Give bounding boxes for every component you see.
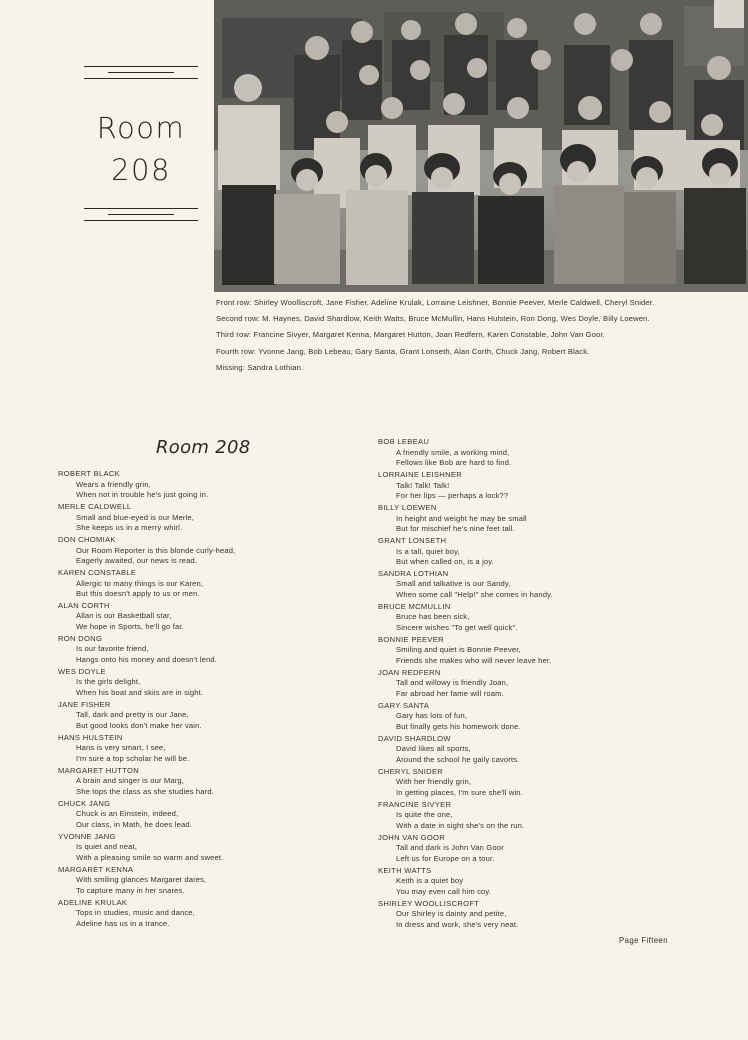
verse-line: Smiling and quiet is Bonnie Peever, <box>396 645 521 655</box>
verse-entry <box>378 767 708 799</box>
verse-line: Adeline has us in a trance. <box>76 918 170 928</box>
verse-entry <box>378 701 708 733</box>
verse-line: Allergic to many things is our Karen, <box>76 578 204 588</box>
verse-entry <box>378 503 708 535</box>
verse-line: Tops in studies, music and dance, <box>76 908 195 918</box>
title-rule-top-2 <box>108 72 174 73</box>
title-rule-bottom-1 <box>84 208 198 209</box>
student-name: GRANT LONSETH <box>378 535 447 545</box>
verse-line: Left us for Europe on a tour. <box>396 853 495 863</box>
student-name: MERLE CALDWELL <box>58 501 132 511</box>
verse-line: She keeps us in a merry whirl. <box>76 523 183 533</box>
caption-label: Second row: <box>216 314 260 324</box>
verse-entry <box>58 502 388 534</box>
verse-line: Our Room Reporter is this blonde curly-head, <box>76 545 236 555</box>
student-name: ALAN CORTH <box>58 600 110 610</box>
verse-line: You may even call him coy. <box>396 886 492 896</box>
caption-label: Fourth row: <box>216 346 257 356</box>
student-name: GARY SANTA <box>378 700 430 710</box>
verse-line: With smiling glances Margaret dares, <box>76 875 207 885</box>
photo-caption <box>216 298 662 379</box>
caption-names: Yvonne Jang, Bob Lebeau, Gary Santa, Grant Lonseth, Alan Corth, Chuck Jang, Robert Black. <box>258 346 590 356</box>
class-photo-illustration <box>214 0 748 292</box>
caption-missing <box>216 363 662 374</box>
caption-names: Francine Sivyer, Margaret Kenna, Margaret Hutton, Joan Redfern, Karen Constable, John Van Goor. <box>253 330 605 340</box>
verse-entry <box>378 866 708 898</box>
verse-line: Far abroad her fame will roam. <box>396 688 504 698</box>
verse-line: David likes all sports, <box>396 744 471 754</box>
verse-line: But for mischief he's nine feet tall. <box>396 524 515 534</box>
verse-entry <box>378 734 708 766</box>
verse-line: With a pleasing smile so warm and sweet. <box>76 852 224 862</box>
verse-entry <box>378 437 708 469</box>
verse-line: A friendly smile, a working mind, <box>396 447 510 457</box>
caption-names: Shirley Woolliscroft, Jane Fisher, Adeline Krulak, Lorraine Leishner, Bonnie Peever, Merle Caldwell, Cheryl Snider. <box>253 298 655 307</box>
student-name: ROBERT BLACK <box>58 469 120 478</box>
student-name: SANDRA LOTHIAN <box>378 568 449 578</box>
caption-names: Sandra Lothian. <box>247 362 304 372</box>
verse-line: Our Shirley is dainty and petite, <box>396 909 507 919</box>
verse-line: Is our favorite friend, <box>76 644 149 654</box>
verse-line: Fellows like Bob are hard to find. <box>396 458 512 468</box>
caption-front-row <box>216 298 662 309</box>
student-name: JOHN VAN GOOR <box>378 832 446 842</box>
verse-entry <box>58 799 388 831</box>
verse-line: Chuck is an Einstein, indeed, <box>76 809 179 819</box>
verse-entry <box>58 667 388 699</box>
verse-line: Gary has lots of fun, <box>396 711 468 721</box>
student-name: JOAN REDFERN <box>378 667 441 677</box>
verse-line: But this doesn't apply to us or men. <box>76 589 200 599</box>
verse-entry <box>58 568 388 600</box>
verse-entry <box>58 766 388 798</box>
verse-line: In dress and work, she's very neat. <box>396 919 519 929</box>
verse-line: Tall and willowy is friendly Joan, <box>396 678 509 688</box>
verses-left-column <box>58 469 388 931</box>
caption-label: Front row: <box>216 298 252 307</box>
caption-label: Missing: <box>216 362 246 372</box>
verse-line: To capture many in her snares. <box>76 885 185 895</box>
verse-entry <box>378 800 708 832</box>
page-number: Page Fifteen <box>619 936 669 945</box>
caption-fourth-row <box>216 347 662 358</box>
student-name: KEITH WATTS <box>378 865 432 875</box>
verse-entry <box>58 898 388 930</box>
student-name: CHUCK JANG <box>58 798 111 808</box>
verse-entry <box>58 469 388 501</box>
verse-entry <box>58 733 388 765</box>
student-name: CHERYL SNIDER <box>378 766 444 776</box>
student-name: MARGARET HUTTON <box>58 765 140 775</box>
student-name: HANS HULSTEIN <box>58 732 123 742</box>
verse-line: She tops the class as she studies hard. <box>76 786 214 796</box>
verse-line: Eagerly awaited, our news is read. <box>76 556 198 566</box>
verse-line: Allan is our Basketball star, <box>76 611 172 621</box>
student-name: RON DONG <box>58 633 103 643</box>
verse-line: But when called on, is a joy. <box>396 557 494 567</box>
student-name: SHIRLEY WOOLLISCROFT <box>378 898 480 908</box>
verse-line: With her friendly grin, <box>396 777 472 787</box>
student-name: DAVID SHARDLOW <box>378 733 451 743</box>
student-name: BRUCE MCMULLIN <box>378 601 451 611</box>
student-name: ADELINE KRULAK <box>58 897 128 907</box>
section-heading: Room 208 <box>156 437 251 458</box>
verses-right-column <box>378 437 708 932</box>
verse-line: Is a tall, quiet boy, <box>396 546 460 556</box>
student-name: LORRAINE LEISHNER <box>378 469 463 479</box>
verse-line: Sincere wishes "To get well quick". <box>396 623 518 633</box>
class-photo <box>214 0 748 292</box>
verse-entry <box>378 602 708 634</box>
student-name: MARGARET KENNA <box>58 864 134 874</box>
verse-entry <box>378 536 708 568</box>
student-name: YVONNE JANG <box>58 831 116 841</box>
verse-line: For her lips — perhaps a lock?? <box>396 491 509 501</box>
caption-label: Third row: <box>216 330 252 340</box>
verse-line: Wears a friendly grin, <box>76 479 151 489</box>
verse-line: In height and weight he may be small <box>396 513 527 523</box>
verse-line: Keith is a quiet boy <box>396 876 464 886</box>
verse-line: With a date in sight she's on the run. <box>396 820 525 830</box>
title-rule-bottom-2 <box>108 214 174 215</box>
title-rule-bottom-3 <box>84 220 198 221</box>
title-rule-top-3 <box>84 78 198 79</box>
verse-line: Is quiet and neat, <box>76 842 137 852</box>
verse-line: Is the girls delight, <box>76 677 141 687</box>
verse-line: Our class, in Math, he does lead. <box>76 819 192 829</box>
verse-entry <box>378 833 708 865</box>
title-rule-top-1 <box>84 66 198 67</box>
student-name: DON CHOMIAK <box>58 534 116 544</box>
verse-line: But good looks don't make her vain. <box>76 720 202 730</box>
page-title-number: 208 <box>111 153 171 187</box>
student-name: BONNIE PEEVER <box>378 634 444 644</box>
verse-line: Hans is very smart, I see, <box>76 743 166 753</box>
page-title-room: Room <box>96 111 186 145</box>
student-name: FRANCINE SIVYER <box>378 799 452 809</box>
student-name: WES DOYLE <box>58 666 106 676</box>
caption-names: M. Haynes, David Shardlow, Keith Watts, Bruce McMullin, Hans Hulstein, Ron Dong, Wes Doyle, Billy Loewen. <box>262 314 650 324</box>
verse-line: Bruce has been sick, <box>396 612 470 622</box>
verse-line: When some call "Help!" she comes in handy. <box>396 590 553 600</box>
verse-entry <box>58 634 388 666</box>
verse-entry <box>58 700 388 732</box>
verse-entry <box>378 635 708 667</box>
verse-line: Small and blue-eyed is our Merle, <box>76 512 195 522</box>
verse-entry <box>58 535 388 567</box>
verse-line: Is quite the one, <box>396 810 453 820</box>
verse-line: In getting places, I'm sure she'll win. <box>396 787 523 797</box>
verse-entry <box>58 832 388 864</box>
student-name: BILLY LOEWEN <box>378 502 437 512</box>
student-name: BOB LEBEAU <box>378 437 430 446</box>
verse-line: Tall, dark and pretty is our Jane, <box>76 710 189 720</box>
verse-line: Talk! Talk! Talk! <box>396 480 450 490</box>
verse-entry <box>58 601 388 633</box>
verse-line: When not in trouble he's just going in. <box>76 490 209 500</box>
verse-line: When his boat and skiis are in sight. <box>76 688 204 697</box>
verse-line: Tall and dark is John Van Goor <box>396 843 504 853</box>
verse-line: Small and talkative is our Sandy, <box>396 579 511 589</box>
verse-entry <box>378 668 708 700</box>
verse-line: A brain and singer is our Marg, <box>76 776 185 786</box>
verse-entry <box>378 569 708 601</box>
verse-entry <box>58 865 388 897</box>
verse-line: Around the school he gaily cavorts. <box>396 754 520 764</box>
verse-entry <box>378 899 708 931</box>
verse-line: We hope in Sports, he'll go far. <box>76 622 184 632</box>
student-name: JANE FISHER <box>58 699 111 709</box>
verse-line: I'm sure a top scholar he will be. <box>76 753 190 763</box>
caption-third-row <box>216 330 662 341</box>
verse-line: Friends she makes who will never leave her. <box>396 656 552 665</box>
verse-line: Hangs onto his money and doesn't lend. <box>76 655 217 665</box>
verse-entry <box>378 470 708 502</box>
caption-second-row <box>216 314 662 325</box>
verse-line: But finally gets his homework done. <box>396 721 521 731</box>
student-name: KAREN CONSTABLE <box>58 567 137 577</box>
